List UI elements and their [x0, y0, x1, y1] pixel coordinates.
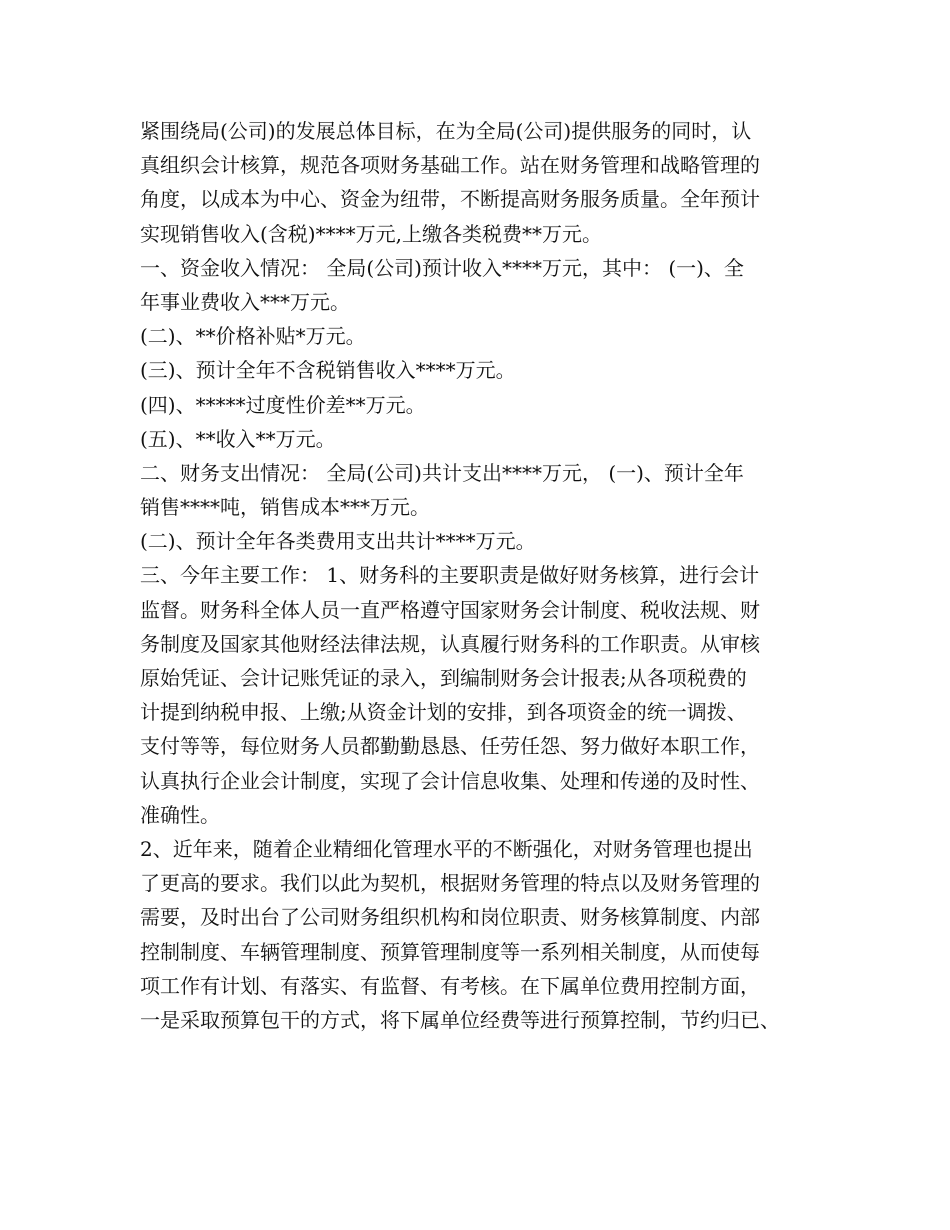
- text-line: 一、资金收入情况： 全局(公司)预计收入****万元，其中： (一)、全: [140, 255, 744, 280]
- text-line: 角度，以成本为中心、资金为纽带，不断提高财务服务质量。全年预计: [140, 187, 760, 212]
- text-line: 准确性。: [140, 802, 220, 827]
- document-body: [140, 114, 830, 1037]
- text-line: 支付等等，每位财务人员都勤勤恳恳、任劳任怨、努力做好本职工作，: [140, 734, 760, 759]
- text-line: 原始凭证、会计记账凭证的录入，到编制财务会计报表;从各项税费的: [140, 666, 747, 690]
- text-line: 真组织会计核算，规范各项财务基础工作。站在财务管理和战略管理的: [140, 153, 760, 178]
- text-line: 2、近年来，随着企业精细化管理水平的不断强化，对财务管理也提出: [140, 836, 753, 861]
- text-line: 二、财务支出情况： 全局(公司)共计支出****万元， (一)、预计全年: [140, 460, 744, 485]
- text-line: 需要，及时出台了公司财务组织机构和岗位职责、财务核算制度、内部: [140, 905, 760, 930]
- text-line: 监督。财务科全体人员一直严格遵守国家财务会计制度、税收法规、财: [140, 597, 760, 622]
- text-line: (二)、预计全年各类费用支出共计****万元。: [140, 529, 536, 554]
- text-line: 认真执行企业会计制度，实现了会计信息收集、处理和传递的及时性、: [140, 768, 760, 793]
- text-line: 年事业费收入***万元。: [140, 289, 350, 314]
- text-line: 项工作有计划、有落实、有监督、有考核。在下属单位费用控制方面，: [140, 973, 760, 998]
- text-line: (二)、**价格补贴*万元。: [140, 324, 366, 349]
- text-line: (三)、预计全年不含税销售收入****万元。: [140, 358, 516, 383]
- text-line: 一是采取预算包干的方式，将下属单位经费等进行预算控制，节约归已、: [140, 1007, 780, 1032]
- text-line: 控制制度、车辆管理制度、预算管理制度等一系列相关制度，从而使每: [140, 939, 760, 964]
- text-line: (五)、**收入**万元。: [140, 426, 336, 451]
- text-line: (四)、*****过度性价差**万元。: [140, 392, 426, 417]
- text-line: 务制度及国家其他财经法律法规，认真履行财务科的工作职责。从审核: [140, 631, 760, 656]
- text-line: 计提到纳税申报、上缴;从资金计划的安排，到各项资金的统一调拨、: [140, 700, 747, 725]
- text-line: 了更高的要求。我们以此为契机，根据财务管理的特点以及财务管理的: [140, 871, 760, 896]
- text-line: 紧围绕局(公司)的发展总体目标，在为全局(公司)提供服务的同时，认: [140, 119, 752, 143]
- text-line: 实现销售收入(含税)****万元,上缴各类税费**万元。: [140, 221, 602, 246]
- text-line: 销售****吨，销售成本***万元。: [140, 495, 430, 520]
- text-line: 三、今年主要工作： 1、财务科的主要职责是做好财务核算，进行会计: [140, 563, 760, 588]
